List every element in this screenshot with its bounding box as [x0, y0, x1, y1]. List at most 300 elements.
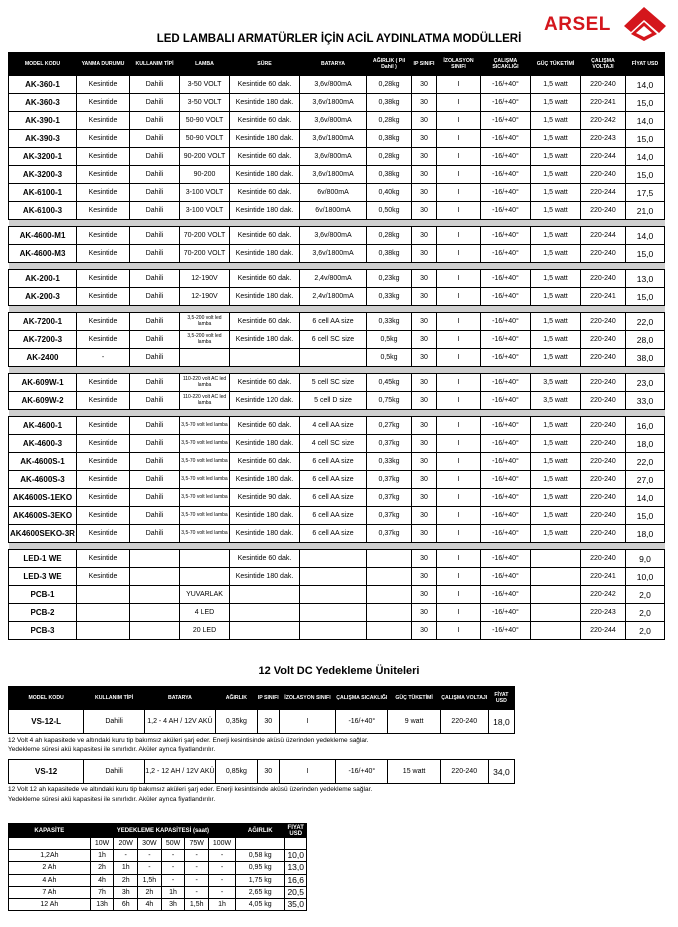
table-row	[9, 245, 665, 263]
table-cell: -	[185, 850, 209, 862]
table-cell: 220-242	[581, 586, 626, 604]
table-cell: 2 Ah	[9, 862, 91, 874]
col-header: FİYAT USD	[626, 53, 665, 76]
table-cell: 220-240	[581, 507, 626, 525]
table-cell: 16,6	[285, 874, 307, 886]
table-cell: 0,37kg	[367, 489, 412, 507]
table-cell: Dahili	[130, 202, 180, 220]
table-cell: 30	[412, 435, 437, 453]
table-cell: Kesintide 180 dak.	[230, 130, 300, 148]
table-cell: 220-240	[581, 166, 626, 184]
table-row	[9, 862, 307, 874]
table-cell: 3,5-70 volt led lamba	[180, 471, 230, 489]
table-cell: -	[209, 862, 236, 874]
table-cell	[531, 586, 581, 604]
table-cell: 13,0	[285, 862, 307, 874]
table-cell: -16/+40°	[481, 507, 531, 525]
table-cell: I	[437, 313, 481, 331]
col-header: BATARYA	[144, 687, 215, 709]
table-cell: Kesintide 60 dak.	[230, 417, 300, 435]
table-cell: 3-50 VOLT	[180, 94, 230, 112]
table-cell: 0,28kg	[367, 76, 412, 94]
table-cell: Kesintide	[77, 313, 130, 331]
emergency-module-table	[8, 52, 665, 640]
table-cell: -16/+40°	[481, 471, 531, 489]
table-cell: 220-244	[581, 148, 626, 166]
table-cell	[300, 568, 367, 586]
table-cell: 0,33kg	[367, 313, 412, 331]
table-cell: AK-4600-3	[9, 435, 77, 453]
table-cell: 3,5-70 volt led lamba	[180, 453, 230, 471]
table-cell: Kesintide 180 dak.	[230, 288, 300, 306]
table-cell: 6h	[114, 898, 138, 910]
table-row	[9, 374, 665, 392]
table-cell: I	[437, 349, 481, 367]
table-cell: 0,38kg	[367, 166, 412, 184]
table-cell: 2,4v/800mA	[300, 270, 367, 288]
table-row	[9, 586, 665, 604]
table-cell: I	[437, 130, 481, 148]
table-cell: AK-609W-2	[9, 392, 77, 410]
table-cell	[230, 349, 300, 367]
table-cell: Kesintide	[77, 550, 130, 568]
table-cell: 5 cell SC size	[300, 374, 367, 392]
table-cell	[180, 349, 230, 367]
table-cell	[300, 604, 367, 622]
table-cell	[230, 604, 300, 622]
table-cell: -	[161, 874, 185, 886]
table-cell: 30	[412, 392, 437, 410]
table-cell: 3,5-70 volt led lamba	[180, 525, 230, 543]
table-cell: 220-240	[581, 525, 626, 543]
table-cell: -16/+40°	[481, 453, 531, 471]
table-cell: Dahili	[130, 130, 180, 148]
table-row	[9, 112, 665, 130]
col-header: GÜÇ TÜKETİMİ	[388, 687, 440, 709]
table-cell: 3,5-200 volt led lamba	[180, 313, 230, 331]
table-cell: 1h	[161, 886, 185, 898]
table-row	[9, 622, 665, 640]
table-cell: -	[161, 862, 185, 874]
table-cell: Kesintide	[77, 489, 130, 507]
table-cell: Kesintide 60 dak.	[230, 76, 300, 94]
table-cell: 0,27kg	[367, 417, 412, 435]
table-cell: 220-240	[440, 760, 488, 784]
table-row	[9, 313, 665, 331]
table-cell: 4 cell AA size	[300, 417, 367, 435]
table-cell: 1,5 watt	[531, 184, 581, 202]
table-cell: 4 Ah	[9, 874, 91, 886]
table-cell: I	[437, 245, 481, 263]
table-cell: -16/+40°	[481, 313, 531, 331]
brand-name: ARSEL	[544, 14, 611, 35]
col-header: İZOLASYON SINIFI	[437, 53, 481, 76]
table-cell: 15,0	[626, 166, 665, 184]
table-cell: 220-240	[581, 392, 626, 410]
table-cell: I	[437, 489, 481, 507]
table-row	[9, 184, 665, 202]
table-cell: Kesintide	[77, 331, 130, 349]
table-cell: Kesintide	[77, 202, 130, 220]
col-header: IP SINIFI	[412, 53, 437, 76]
table-cell: -16/+40°	[481, 374, 531, 392]
separator	[9, 410, 665, 417]
table-cell: Kesintide	[77, 471, 130, 489]
table-cell: 10,0	[285, 850, 307, 862]
table-cell: Kesintide	[77, 227, 130, 245]
table-cell: 30	[412, 374, 437, 392]
table-cell	[130, 550, 180, 568]
table-cell: 30	[412, 94, 437, 112]
table-cell: 15,0	[626, 245, 665, 263]
table-cell: Kesintide 180 dak.	[230, 202, 300, 220]
table-cell: 30	[412, 471, 437, 489]
table-cell: 30	[412, 568, 437, 586]
table-cell: 50-90 VOLT	[180, 112, 230, 130]
table-cell: 1,5 watt	[531, 112, 581, 130]
table-cell: 0,37kg	[367, 525, 412, 543]
table-cell: Kesintide	[77, 245, 130, 263]
col-header: ÇALIŞMA VOLTAJI	[581, 53, 626, 76]
table-cell: -16/+40°	[481, 568, 531, 586]
table-cell: 14,0	[626, 489, 665, 507]
table-cell: 30	[412, 112, 437, 130]
table-cell	[130, 604, 180, 622]
separator	[9, 220, 665, 227]
table-row	[9, 270, 665, 288]
note-line: 12 Volt 4 ah kapasitede ve altındaki kuru tip bakımsız aküleri şarj eder. Enerji kesintisinde aküsü üzerinden yedekleme sağlar.	[8, 737, 369, 744]
table-cell: -16/+40°	[481, 76, 531, 94]
table-cell: 23,0	[626, 374, 665, 392]
table-cell: I	[279, 710, 335, 734]
table-cell: I	[437, 507, 481, 525]
table-cell: Kesintide 60 dak.	[230, 374, 300, 392]
table-cell: 4h	[90, 874, 114, 886]
table-cell	[130, 586, 180, 604]
table-cell: 220-241	[581, 94, 626, 112]
table-cell	[300, 586, 367, 604]
group-separator	[9, 306, 665, 313]
table-cell: 4 cell SC size	[300, 435, 367, 453]
table-cell: 15,0	[626, 130, 665, 148]
table-cell: 30	[412, 245, 437, 263]
table-header-row	[9, 53, 665, 76]
col-header: KULLANIM TİPİ	[130, 53, 180, 76]
table-cell: 14,0	[626, 112, 665, 130]
watt-label: 30W	[138, 838, 162, 850]
table-cell: Kesintide 90 dak.	[230, 489, 300, 507]
table-cell: I	[437, 184, 481, 202]
table-cell: 1,5 watt	[531, 130, 581, 148]
table-cell: 4h	[138, 898, 162, 910]
col-header: IP SINIFI	[257, 687, 279, 709]
table-cell: 15,0	[626, 507, 665, 525]
table-cell	[180, 568, 230, 586]
table-row	[9, 331, 665, 349]
table-cell: 110-220 volt AC led lamba	[180, 392, 230, 410]
table-cell: -16/+40°	[481, 417, 531, 435]
table-cell: 3,5 watt	[531, 374, 581, 392]
table-cell: Kesintide 60 dak.	[230, 270, 300, 288]
table-cell: Dahili	[130, 453, 180, 471]
table-cell: Kesintide 180 dak.	[230, 331, 300, 349]
table-header-row	[9, 824, 307, 838]
col-header: İZOLASYON SINIFI	[279, 687, 335, 709]
table-cell: I	[437, 166, 481, 184]
table-cell: -16/+40°	[481, 245, 531, 263]
col-header: KAPASİTE	[9, 824, 91, 838]
table-cell: 30	[412, 453, 437, 471]
table-cell: 30	[257, 710, 279, 734]
table-cell: Kesintide 180 dak.	[230, 568, 300, 586]
table-cell	[180, 550, 230, 568]
table-cell: Kesintide 60 dak.	[230, 148, 300, 166]
table-cell: I	[437, 435, 481, 453]
table-cell: -	[138, 850, 162, 862]
table-cell: LED-1 WE	[9, 550, 77, 568]
table-cell: Kesintide 60 dak.	[230, 550, 300, 568]
table-cell: 3,6v/800mA	[300, 112, 367, 130]
col-header: AĞIRLIK	[215, 687, 257, 709]
table-cell: Dahili	[130, 227, 180, 245]
table-cell: Dahili	[130, 489, 180, 507]
table-cell: I	[437, 374, 481, 392]
table-cell: LED-3 WE	[9, 568, 77, 586]
table-cell: Kesintide	[77, 130, 130, 148]
table-cell: Kesintide	[77, 568, 130, 586]
table-cell: YUVARLAK	[180, 586, 230, 604]
table-cell: 6 cell SC size	[300, 331, 367, 349]
table-cell: Dahili	[130, 392, 180, 410]
table-row	[9, 94, 665, 112]
table-cell	[531, 568, 581, 586]
table-cell: Kesintide	[77, 374, 130, 392]
table-cell: Dahili	[130, 331, 180, 349]
table-cell: Kesintide	[77, 112, 130, 130]
table-header-row	[9, 687, 515, 709]
table-cell: I	[437, 76, 481, 94]
table-cell: 220-242	[581, 112, 626, 130]
table-cell: 9,0	[626, 550, 665, 568]
col-header: AĞIRLIK	[235, 824, 284, 838]
table-cell: 16,0	[626, 417, 665, 435]
table-cell: 220-240	[581, 245, 626, 263]
table-cell: 6 cell AA size	[300, 489, 367, 507]
table-cell: 3,6v/800mA	[300, 148, 367, 166]
table-cell: 2,0	[626, 604, 665, 622]
table-cell: 0,37kg	[367, 507, 412, 525]
table-cell: -	[209, 850, 236, 862]
table-cell: Kesintide 180 dak.	[230, 94, 300, 112]
table-cell: AK-4600-M1	[9, 227, 77, 245]
table-cell: Kesintide 60 dak.	[230, 453, 300, 471]
table-cell: 0,40kg	[367, 184, 412, 202]
table-cell: Kesintide	[77, 435, 130, 453]
col-header: MODEL KODU	[9, 687, 84, 709]
table-cell: VS-12-L	[9, 710, 84, 734]
table-cell: AK-4600S-3	[9, 471, 77, 489]
table-cell: -16/+40°	[481, 166, 531, 184]
watt-label: 75W	[185, 838, 209, 850]
table-cell: 12-190V	[180, 288, 230, 306]
table-cell: 30	[412, 76, 437, 94]
table-cell: 70-200 VOLT	[180, 245, 230, 263]
table-cell	[230, 586, 300, 604]
table-cell: AK4600S-3EKO	[9, 507, 77, 525]
table-cell: 0,85kg	[215, 760, 257, 784]
table-cell: 220-240	[581, 349, 626, 367]
table-cell: -16/+40°	[481, 148, 531, 166]
table-cell: 14,0	[626, 76, 665, 94]
table-cell: 110-220 volt AC led lamba	[180, 374, 230, 392]
table-row	[9, 507, 665, 525]
table-cell: I	[437, 550, 481, 568]
table-cell: 2h	[114, 874, 138, 886]
table-cell: -	[185, 886, 209, 898]
table-cell: 0,75kg	[367, 392, 412, 410]
table-cell: 220-240	[440, 710, 488, 734]
empty-cell	[9, 838, 91, 850]
table-cell: 12-190V	[180, 270, 230, 288]
table-row	[9, 435, 665, 453]
table-cell: -	[114, 850, 138, 862]
table-cell: 220-244	[581, 227, 626, 245]
table-cell: 220-243	[581, 130, 626, 148]
table-cell: Kesintide 180 dak.	[230, 525, 300, 543]
table-cell: 2,65 kg	[235, 886, 284, 898]
table-cell: Dahili	[130, 245, 180, 263]
table-cell: Kesintide	[77, 166, 130, 184]
table-cell: 3,6v/1800mA	[300, 130, 367, 148]
table-cell	[367, 622, 412, 640]
table-cell: AK-4600S-1	[9, 453, 77, 471]
table-cell: 3-100 VOLT	[180, 184, 230, 202]
col-header: FİYAT USD	[488, 687, 514, 709]
table-cell: Kesintide 60 dak.	[230, 227, 300, 245]
table-cell: 17,5	[626, 184, 665, 202]
col-header: ÇALIŞMA SICAKLIĞI	[481, 53, 531, 76]
table-cell: 220-240	[581, 489, 626, 507]
table-cell: AK-360-3	[9, 94, 77, 112]
table-cell: 10,0	[626, 568, 665, 586]
table-cell: 30	[412, 184, 437, 202]
table-cell: 1h	[90, 850, 114, 862]
table-row	[9, 166, 665, 184]
table-row	[9, 392, 665, 410]
table-cell: I	[437, 453, 481, 471]
table-cell: 20 LED	[180, 622, 230, 640]
table-cell: 1,2 - 4 AH / 12V AKÜ	[144, 710, 215, 734]
table-row	[9, 130, 665, 148]
table-cell: Dahili	[130, 471, 180, 489]
table-cell	[300, 550, 367, 568]
col-header: YEDEKLEME KAPASİTESİ (saat)	[90, 824, 235, 838]
table-cell: 30	[412, 622, 437, 640]
note-line: 12 Volt 12 ah kapasitede ve altındaki kuru tip bakımsız aküleri şarj eder. Enerji kesintisinde aküsü üzerinden yedekleme sağlar.	[8, 786, 373, 793]
table-cell: AK-6100-3	[9, 202, 77, 220]
table-cell	[367, 604, 412, 622]
table-cell: Dahili	[130, 525, 180, 543]
col-header: YANMA DURUMU	[77, 53, 130, 76]
table-cell: 1,2Ah	[9, 850, 91, 862]
table-cell	[130, 622, 180, 640]
table-cell: 2,0	[626, 586, 665, 604]
table-cell: -16/+40°	[336, 710, 388, 734]
table-cell: I	[437, 288, 481, 306]
table-cell: 0,33kg	[367, 453, 412, 471]
table-cell: 0,37kg	[367, 471, 412, 489]
table-cell: -16/+40°	[481, 184, 531, 202]
table-cell: Kesintide	[77, 270, 130, 288]
table-cell: 220-240	[581, 76, 626, 94]
table-cell: 6v/800mA	[300, 184, 367, 202]
table-cell: Dahili	[130, 94, 180, 112]
table-cell: -16/+40°	[481, 270, 531, 288]
table-cell: 1,5 watt	[531, 471, 581, 489]
table-cell: 220-241	[581, 568, 626, 586]
col-header: GÜÇ TÜKETİMİ	[531, 53, 581, 76]
table-cell: Kesintide	[77, 392, 130, 410]
table-cell: -16/+40°	[481, 622, 531, 640]
table-cell: 1,5 watt	[531, 417, 581, 435]
table-cell: -16/+40°	[481, 130, 531, 148]
table-cell	[130, 568, 180, 586]
table-cell: 4 LED	[180, 604, 230, 622]
table-cell: 1,5 watt	[531, 525, 581, 543]
col-header: FİYAT USD	[285, 824, 307, 838]
table-cell: 1,5 watt	[531, 507, 581, 525]
table-cell: I	[437, 94, 481, 112]
table-cell: 220-240	[581, 550, 626, 568]
table-cell: 0,37kg	[367, 435, 412, 453]
table-cell: 33,0	[626, 392, 665, 410]
table-cell: 0,38kg	[367, 245, 412, 263]
table-cell: 3,5-200 volt led lamba	[180, 331, 230, 349]
table-cell: 30	[412, 130, 437, 148]
table-cell: 3,5-70 volt led lamba	[180, 417, 230, 435]
table-cell: AK-390-1	[9, 112, 77, 130]
table-cell: Kesintide 180 dak.	[230, 507, 300, 525]
table-cell: 220-240	[581, 453, 626, 471]
table-cell: 220-244	[581, 622, 626, 640]
table-cell: 1,75 kg	[235, 874, 284, 886]
table-cell: 34,0	[488, 760, 514, 784]
table-cell: 2h	[90, 862, 114, 874]
table-cell: 6 cell AA size	[300, 313, 367, 331]
table-row	[9, 568, 665, 586]
col-header: ÇALIŞMA VOLTAJI	[440, 687, 488, 709]
table-cell: 6v/1800mA	[300, 202, 367, 220]
group-separator	[9, 263, 665, 270]
table-cell: I	[437, 270, 481, 288]
table-cell: 3,6v/800mA	[300, 76, 367, 94]
table-row	[9, 417, 665, 435]
table-cell: Dahili	[130, 313, 180, 331]
table-cell: -16/+40°	[481, 489, 531, 507]
col-header: MODEL KODU	[9, 53, 77, 76]
table-cell: 1,5 watt	[531, 331, 581, 349]
table-cell: 0,28kg	[367, 112, 412, 130]
table-cell: -	[161, 850, 185, 862]
table-cell: Kesintide	[77, 525, 130, 543]
table-cell: 3,6v/800mA	[300, 227, 367, 245]
table-cell: 1,5 watt	[531, 349, 581, 367]
table-cell: 0,58 kg	[235, 850, 284, 862]
col-header: SÜRE	[230, 53, 300, 76]
table-cell: 220-240	[581, 202, 626, 220]
table-cell: AK-200-1	[9, 270, 77, 288]
table-cell: I	[437, 471, 481, 489]
